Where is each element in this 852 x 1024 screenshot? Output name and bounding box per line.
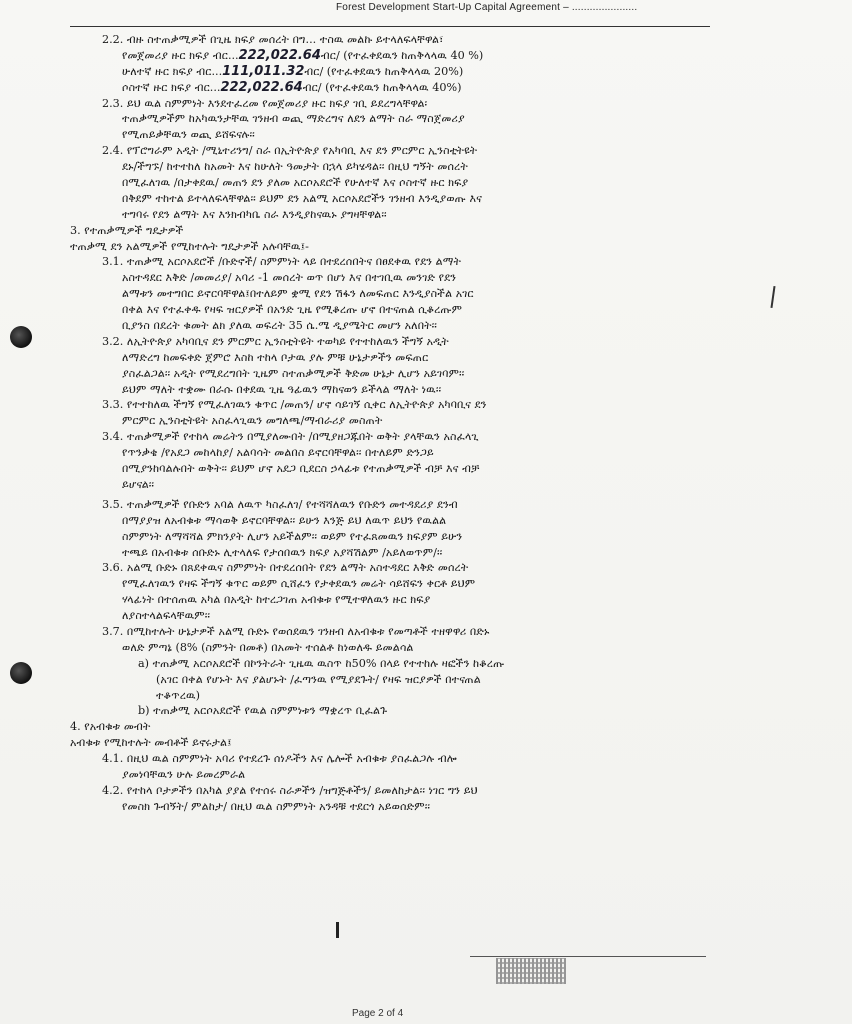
page-header: Forest Development Start-Up Capital Agreement – ......................: [336, 2, 638, 13]
text-line: (አገር በቀል የሆኑት እና ያልሆኑት /ፈጣንዉ የሚያደጉት/ የዛፍ ዝርያዎች በተናጠል: [156, 672, 481, 686]
clause-2-2: 2.2. ብዙ ስተጠቃሚዎች በጊዜ ክፍያ መሰረት በግ... ተስዉ መልኩ ይተላለፍላቸዋል፣: [102, 33, 444, 46]
clause-3-2: 3.2. ለኢትዮጵያ አካባቢና ደን ምርምር ኢንስቲትዩት ተወካይ የተተከለዉን ችግኝ አዲት: [102, 334, 449, 348]
text-line: በሚያንከባልሉበት ወቅት፡፡ ይህም ሆኖ አደጋ ቢደርስ ኃላፊቱ የተጠቃሚዎች ብቻ እና ብቻ: [122, 462, 480, 476]
sub-item-a: a) ተጠቃሚ አርሶአደሮች በኮንትራት ጊዜዉ ዉስጥ ከ50% በላይ የተተከሉ ዛፎችን ከቆረጡ: [138, 656, 505, 670]
text-line: አስተዳደር እቅድ /መመሪያ/ አባሪ -1 መሰረት ወጥ በሆነ እና በተገቢዉ መንገድ የደን: [122, 271, 457, 285]
page-number: Page 2 of 4: [352, 1008, 404, 1019]
text-line: ይሆናል፡፡: [122, 477, 155, 491]
text-line: ተቆጥረዉ): [156, 688, 201, 702]
text-line: ደኑ/ችግኙ/ ከተተከለ ከአመት እና ከሁለት ዓመታት በኋላ ይካሄዳል፡፡ በዚህ ግኝት መሰረት: [122, 160, 468, 174]
stamp-mark: [496, 958, 566, 984]
section-3-heading: 3. የተጠቃሚዎች ግዴታዎች: [70, 223, 184, 237]
clause-3-7: 3.7. በሚከተሉት ሁኔታዎች አልሚ ቡድኑ የወሰደዉን ገንዘብ ለአብቁቱ የመጣቶች ተዘዋዋሪ በድኑ: [102, 624, 490, 638]
pen-mark: [336, 922, 339, 938]
payment-second: ሁለተኛ ዙር ክፍያ ብር...111,011.32ብር/ (የተፈቀደዉን ከጠቅላላዉ 20%): [122, 63, 464, 79]
payment-first: የመጀመሪያ ዙር ክፍያ ብር...222,022.64ብር/ (የተፈቀደዉን ከጠቅላላዉ 40 %): [122, 47, 484, 63]
document-body: [70, 32, 710, 815]
text-line: ስምምነት ለማሻሻል ምክንያት ሊሆን አይችልም፡፡ ወይም የተፈጸመዉን ክፍያም ይሁን: [122, 529, 463, 543]
clause-3-3: 3.3. የተተከለዉ ችግኝ የሚፈለገዉን ቁጥር /መጠን/ ሆኖ ሳይገኝ ሲቀር ለኢትዮጵያ አካባቢና ደን: [102, 398, 487, 412]
text-line: በቀል እና የተፈቀዱ የዛፍ ዝርያዎች በአንድ ጊዜ የሚቆረጡ ሆኖ በተናጠል ሲቆረጡም: [122, 303, 463, 317]
punch-hole-bottom: [10, 662, 32, 684]
handwritten-amount-2: 111,011.32: [222, 63, 305, 79]
text-line: ምርምር ኢንስቲትዩት አስፈላጊዉን መግለጫ/ማብራሪያ መስጠት: [122, 414, 383, 428]
text-line: የመስክ ጉብኝት/ ምልከታ/ በዚህ ዉል ስምምነት አንዳቹ ተደርጎ አይወሰድም፡፡: [122, 799, 430, 813]
text-line: በማያያዝ ለአብቁቱ ማሳወቅ ይኖርባቸዋል፡፡ ይሁን እንጅ ይህ ለዉጥ ይህን የዉልል: [122, 513, 447, 527]
text-line: ልማቱን መተግበር ይኖርባቸዋል፤በተለይም ቋሚ የደን ሽፋን ለመፍጠር እንዲያስችል አገር: [122, 287, 474, 301]
text-line: ተጫይ በአብቁቱ ሰቡድኑ ሊተላለፍ የታሰበዉን ክፍያ አያሻሽልም /አይለወጥም/፡፡: [122, 545, 443, 559]
handwritten-amount-1: 222,022.64: [238, 47, 321, 63]
text-line: የሚጠይቃቸዉን ወጪ ይሸፍናሉ፡፡: [122, 128, 255, 142]
text-line: ይህም ማለት ተቋሙ በራሱ በቀደዉ ጊዜ ዓፊዉን ማከናወን ይችላል ማለት ነዉ፡፡: [122, 382, 442, 396]
clause-3-6: 3.6. አልሚ ቡድኑ በጸደቀዉና ስምምነት በተደረሰበት የደን ልማት አስተዳደር እቅድ መሰረት: [102, 561, 469, 575]
section-4-heading: 4. የአብቁቱ መብት: [70, 720, 151, 734]
clause-3-5: 3.5. ተጠቃሚዎች የቡድን አባል ለዉጥ ካስፈለገ/ የተሻሻለዉን የቡድን መተዳደሪያ ደንብ: [102, 497, 458, 511]
text-line: የሚፈለገዉን የዛፍ ችግኝ ቁጥር ወይም ሲሸፈን የታቀደዉን መሬት ሳይሸፍን ቀርቶ ይህም: [122, 577, 476, 591]
payment-third: ሶስተኛ ዙር ክፍያ ብር...222,022.64ብር/ (የተፈቀደዉን ከጠቅላላዉ 40%): [122, 79, 462, 95]
text-line: ሃላፊነት በተሰጠዉ አካል በአዲት ከተረጋገጠ አብቁቱ የሚተዋለዉን ዙር ክፍያ: [122, 593, 431, 607]
text-line: በቅደም ተከተል ይተላለፍላቸዋል፡፡ ይህም ደን አልሚ አርሶአደሮችን ገንዘብ እንዲያወጡ እና: [122, 191, 483, 205]
handwritten-amount-3: 222,022.64: [220, 79, 303, 95]
text-line: ቢያንስ በደረት ቁመት ልክ ያለዉ ወፍረት 35 ሴ.ሜ ዲያሜትር መሆን አለበት፡፡: [122, 319, 437, 333]
clause-4-1: 4.1. በዚህ ዉል ስምምነት አባሪ የተደረጉ ሰነዶችን እና ሌሎች አብቁቱ ያስፈልጋሉ ብሎ: [102, 752, 457, 766]
text-line: ለያስተላልፍላቸዉም፡፡: [122, 609, 211, 623]
text-line: ወለድ ምጣኔ (8% (ስምንት በመቶ) በአመት ተሰልቶ ከነወለዱ ይመልሳል: [122, 640, 414, 654]
text-line: ተግባሩ የደን ልማት እና እንክብካቤ ስራ እንዲያከናዉኑ ያግዛቸዋል፡፡: [122, 207, 387, 221]
sub-item-b: b) ተጠቃሚ አርሶአደሮች የዉል ስምምነቱን ማቋረጥ ቢፈልጉ: [138, 704, 388, 718]
clause-3-4: 3.4. ተጠቃሚዎች የተከላ መሬትን በሚያለሙበት /በሚያዘጋጁበት ወቅት ያላቸዉን አስፈላጊ: [102, 430, 479, 444]
text-line: ለማድረግ ከመፍቀድ ጀምሮ እስከ ተከላ ቦታዉ ያሉ ምቹ ሁኔታዎችን መፍጠር: [122, 350, 429, 364]
clause-4-2: 4.2. የተከላ ቦታዎችን በአካል ያያል የተሰሩ ስራዎችን /ዝግጅቶችን/ ይመለከታል፡፡ ነገር ግን ይህ: [102, 783, 478, 797]
margin-pen-mark: [770, 286, 775, 308]
footer-rule: [470, 956, 706, 957]
section-4-intro: አብቁቱ የሚከተሉት መብቶች ይኖሩታል፤: [70, 736, 232, 750]
text-line: የጥንቃቄ /የአደጋ መከላከያ/ አልባሳት መልበስ ይኖርባቸዋል፡፡ በተለይም ድንጋይ: [122, 446, 434, 460]
header-rule: [70, 26, 710, 27]
clause-3-1: 3.1. ተጠቃሚ አርሶአደሮች /ቡድኖች/ ስምምነት ላይ በተደረሰበትና በፀደቀዉ የደን ልማት: [102, 255, 462, 269]
punch-hole-top: [10, 326, 32, 348]
text-line: ያስፈልጋል፡፡ አዲት የሚደረግበት ጊዜም ስተጠቃሚዎች ቅድመ ሁኔታ ሊሆን አይገባም፡፡: [122, 366, 465, 380]
section-3-intro: ተጠቃሚ ደን አልሚዎች የሚከተሉት ግዴታዎች አሉባቸዉ፤-: [70, 239, 309, 253]
clause-2-4: 2.4. የፕሮግራም አዲት /ሚኒተሪንግ/ ስራ በኢትዮጵያ የአካባቢ እና ደን ምርምር ኢንስቲትዩት: [102, 144, 478, 158]
text-line: ያመነባቸዉን ሁሉ ይመረምራል: [122, 767, 246, 781]
clause-2-3: 2.3. ይህ ዉል ስምምነት እንደተፈረመ የመጀመሪያ ዙር ክፍያ ገቢ ይደረግላቸዋል፡: [102, 96, 428, 110]
text-line: በሚፈለገዉ /በታቀደዉ/ መጠን ደን ያለመ አርሶአደሮች የሁለተኛ እና ሶስተኛ ዙር ክፍያ: [122, 176, 469, 190]
text-line: ተጠቃሚዎችም ከአካዉንታቸዉ ገንዘብ ወጪ ማድረግና ለደን ልማት ስራ ማስጀመሪያ: [122, 112, 465, 126]
